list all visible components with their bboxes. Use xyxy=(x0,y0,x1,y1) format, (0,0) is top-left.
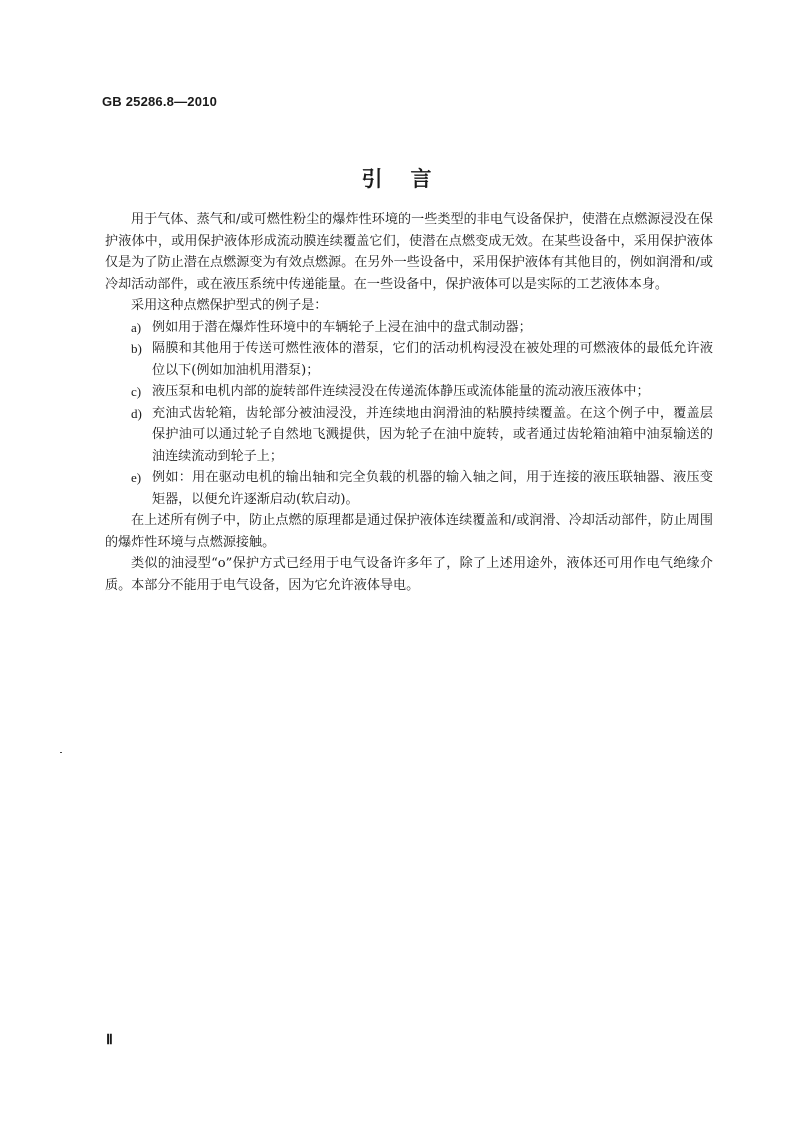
paragraph: 类似的油浸型“o”保护方式已经用于电气设备许多年了，除了上述用途外，液体还可用作电气绝缘介质。本部分不能用于电气设备，因为它允许液体导电。 xyxy=(105,556,713,593)
list-item-label: e) xyxy=(131,470,142,485)
examples-list xyxy=(105,317,713,511)
list-item-label: c) xyxy=(131,384,142,399)
list-item-text: 充油式齿轮箱，齿轮部分被油浸没，并连续地由润滑油的粘膜持续覆盖。在这个例子中，覆盖层保护油可以通过轮子自然地飞溅提供，因为轮子在油中旋转，或者通过齿轮箱油箱中油泵输送的油连续流动到轮子上； xyxy=(152,405,713,464)
section-title: 引言 xyxy=(361,167,460,191)
list-item xyxy=(105,467,713,510)
scan-speck xyxy=(60,752,62,753)
list-item-text: 隔膜和其他用于传送可燃性液体的潜泵，它们的活动机构浸没在被处理的可燃液体的最低允许液位以下(例如加油机用潜泵)； xyxy=(152,341,713,378)
list-item-text: 例如：用在驱动电机的输出轴和完全负载的机器的输入轴之间，用于连接的液压联轴器、液压变矩器，以便允许逐渐启动(软启动)。 xyxy=(152,470,713,507)
standard-code: GB 25286.8—2010 xyxy=(102,94,218,109)
list-item xyxy=(105,338,713,381)
document-body xyxy=(105,209,713,596)
list-item-label: a) xyxy=(131,319,142,335)
list-item-text: 液压泵和电机内部的旋转部件连续浸没在传递流体静压或流体能量的流动液压液体中； xyxy=(152,384,650,399)
list-item-label: b) xyxy=(131,341,142,356)
list-item xyxy=(105,381,713,403)
paragraph: 用于气体、蒸气和/或可燃性粉尘的爆炸性环境的一些类型的非电气设备保护，使潜在点燃源浸没在保护液体中，或用保护液体形成流动膜连续覆盖它们，使潜在点燃变成无效。在某些设备中，采用保护液体仅是为了防止潜在点燃源变为有效点燃源。在另外一些设备中，采用保护液体有其他目的，例如润滑和/或冷却活动部件，或在液压系统中传递能量。在一些设备中，保护液体可以是实际的工艺液体本身。 xyxy=(105,212,713,292)
list-item-label: d) xyxy=(131,405,142,421)
paragraph: 采用这种点燃保护型式的例子是： xyxy=(131,298,328,313)
paragraph: 在上述所有例子中，防止点燃的原理都是通过保护液体连续覆盖和/或润滑、冷却活动部件，防止周围的爆炸性环境与点燃源接触。 xyxy=(105,513,713,550)
list-item xyxy=(105,317,713,339)
page-number: Ⅱ xyxy=(106,1033,113,1048)
list-item-text: 例如用于潜在爆炸性环境中的车辆轮子上浸在油中的盘式制动器； xyxy=(152,319,532,335)
list-item xyxy=(105,403,713,468)
